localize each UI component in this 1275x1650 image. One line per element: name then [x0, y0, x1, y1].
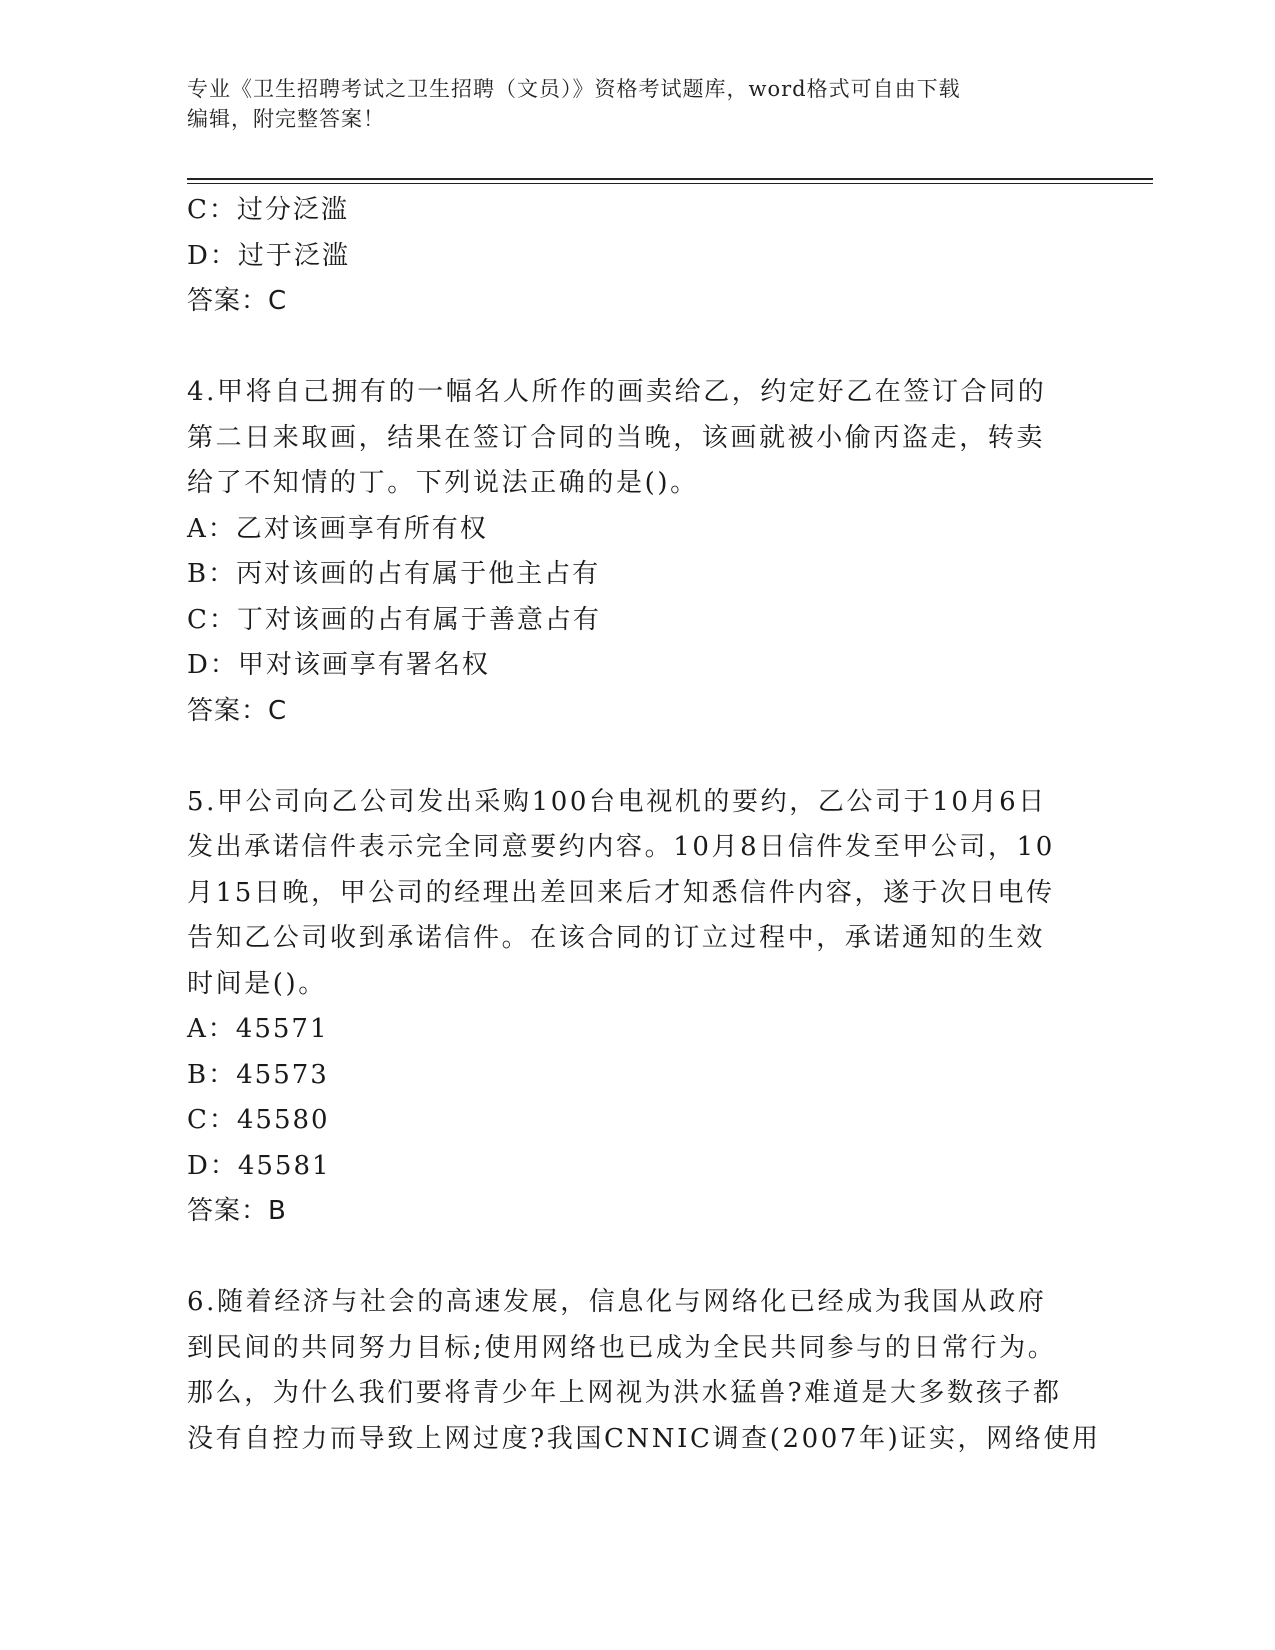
option-b: B：45573	[187, 1059, 329, 1090]
option-b: B：丙对该画的占有属于他主占有	[187, 559, 601, 589]
stem-line: 发出承诺信件表示完全同意要约内容。10月8日信件发至甲公司，10	[187, 832, 1055, 862]
answer-line: 答案：B	[187, 1196, 287, 1226]
header-line-1: 专业《卫生招聘考试之卫生招聘（文员）》资格考试题库，word格式可自由下载	[187, 77, 961, 101]
option-d: D：过于泛滥	[187, 240, 350, 271]
header-rule-thick	[187, 178, 1153, 180]
option-d: D：甲对该画享有署名权	[187, 650, 490, 680]
stem-line: 6.随着经济与社会的高速发展，信息化与网络化已经成为我国从政府	[187, 1287, 1047, 1317]
question-5	[187, 780, 1087, 1235]
stem-line: 4.甲将自己拥有的一幅名人所作的画卖给乙，约定好乙在签订合同的	[187, 377, 1047, 407]
stem-line: 没有自控力而导致上网过度?我国CNNIC调查(2007年)证实，网络使用	[187, 1423, 1101, 1454]
stem-line: 时间是()。	[187, 968, 327, 999]
question-content	[187, 188, 1101, 1462]
stem-line: 5.甲公司向乙公司发出采购100台电视机的要约，乙公司于10月6日	[187, 786, 1047, 817]
question-3-tail	[187, 188, 1087, 325]
option-d: D：45581	[187, 1150, 331, 1181]
stem-line: 月15日晚，甲公司的经理出差回来后才知悉信件内容，遂于次日电传	[187, 877, 1055, 908]
spacer	[187, 734, 1087, 780]
stem-line: 到民间的共同努力目标;使用网络也已成为全民共同参与的日常行为。	[187, 1332, 1057, 1363]
option-a: A：乙对该画享有所有权	[187, 513, 488, 544]
stem-line: 第二日来取画，结果在签订合同的当晚，该画就被小偷丙盗走，转卖	[187, 422, 1046, 453]
header-rule-thin	[187, 183, 1153, 184]
page-header	[187, 74, 1067, 134]
question-6	[187, 1280, 1101, 1462]
option-c: C：丁对该画的占有属于善意占有	[187, 604, 601, 635]
option-c: C：45580	[187, 1105, 330, 1135]
stem-line: 告知乙公司收到承诺信件。在该合同的订立过程中，承诺通知的生效	[187, 923, 1046, 953]
spacer	[187, 1235, 1087, 1281]
question-4	[187, 370, 1087, 734]
spacer	[187, 325, 1087, 371]
stem-line: 那么，为什么我们要将青少年上网视为洪水猛兽?难道是大多数孩子都	[187, 1378, 1062, 1408]
question-6-stem	[187, 1280, 1101, 1462]
answer-line: 答案：C	[187, 286, 288, 316]
option-a: A：45571	[187, 1014, 329, 1044]
answer-line: 答案：C	[187, 695, 288, 726]
question-4-stem	[187, 370, 1067, 507]
option-c: C：过分泛滥	[187, 195, 349, 225]
header-line-2: 编辑，附完整答案！	[187, 107, 385, 131]
question-5-stem	[187, 780, 1067, 1008]
stem-line: 给了不知情的丁。下列说法正确的是()。	[187, 468, 699, 498]
